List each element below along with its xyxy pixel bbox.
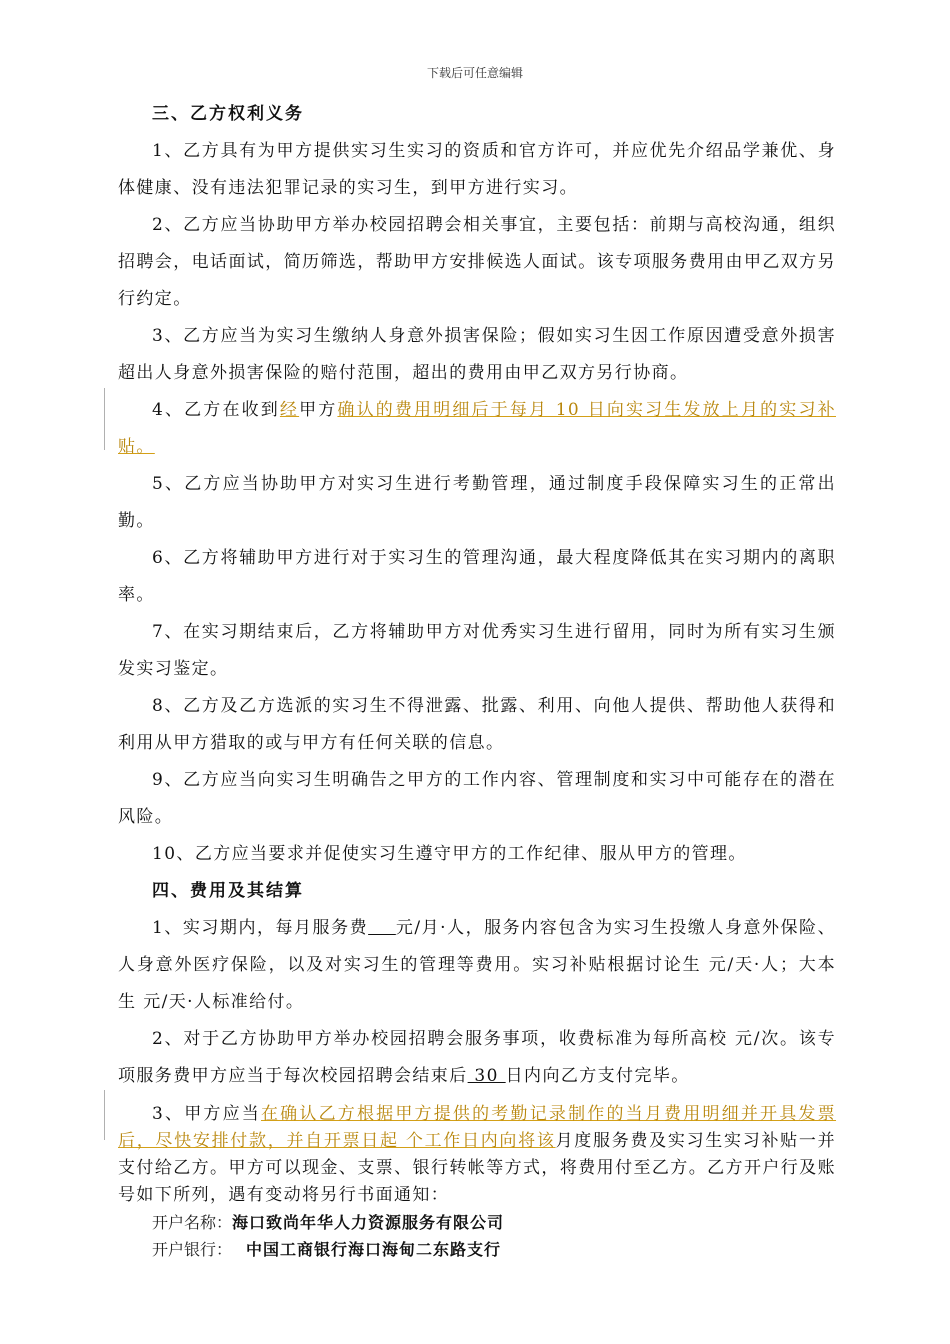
clause-3-4 xyxy=(118,392,836,466)
clause-text: 元/月·人，服务内容包含为实习生投缴人身意外保险、人身意外医疗保险，以及对实习生的管理等费用。实习补贴根据讨论生 元/天·人；大本生 元/天·人标准给付。 xyxy=(118,918,836,1012)
clause-4-3 xyxy=(118,1101,836,1209)
document-body xyxy=(118,96,836,1263)
clause-3-9: 9、乙方应当向实习生明确告之甲方的工作内容、管理制度和实习中可能存在的潜在风险。 xyxy=(118,770,836,827)
clause-3-7: 7、在实习期结束后，乙方将辅助甲方对优秀实习生进行留用，同时为所有实习生颁发实习鉴定。 xyxy=(118,622,836,679)
tracked-insertion: 经 xyxy=(279,400,300,420)
clause-3-3: 3、乙方应当为实习生缴纳人身意外损害保险；假如实习生因工作原因遭受意外损害超出人身意外损害保险的赔付范围，超出的费用由甲乙双方另行协商。 xyxy=(118,326,836,383)
fee-blank xyxy=(368,918,396,938)
clause-4-1 xyxy=(118,910,836,1021)
account-name-label: 开户名称： xyxy=(152,1213,233,1232)
account-name-value: 海口致尚年华人力资源服务有限公司 xyxy=(232,1213,505,1232)
bank-value: 中国工商银行海口海甸二东路支行 xyxy=(246,1240,502,1259)
clause-text: 3、甲方应当 xyxy=(152,1104,261,1124)
clause-4-2 xyxy=(118,1021,836,1095)
clause-text: 4、乙方在收到 xyxy=(152,400,280,420)
clause-3-1: 1、乙方具有为甲方提供实习生实习的资质和官方许可，并应优先介绍品学兼优、身体健康、没有违法犯罪记录的实习生，到甲方进行实习。 xyxy=(118,141,836,198)
clause-3-5: 5、乙方应当协助甲方对实习生进行考勤管理，通过制度手段保障实习生的正常出勤。 xyxy=(118,474,836,531)
tracked-insertion: 在确认乙方根据甲方提供的考勤记录制作的当月费用明细并开具发票后，尽快安排付款，并自开票日起 个工作日内向将该 xyxy=(118,1104,837,1151)
clause-3-8: 8、乙方及乙方选派的实习生不得泄露、批露、利用、向他人提供、帮助他人获得和利用从甲方猎取的或与甲方有任何关联的信息。 xyxy=(118,696,836,753)
clause-3-6: 6、乙方将辅助甲方进行对于实习生的管理沟通，最大程度降低其在实习期内的离职率。 xyxy=(118,548,836,605)
clause-text: 2、对于乙方协助甲方举办校园招聘会服务事项，收费标准为每所高校 元/次。该专项服务费甲方应当于每次校园招聘会结束后 xyxy=(118,1029,836,1086)
clause-3-2: 2、乙方应当协助甲方举办校园招聘会相关事宜，主要包括：前期与高校沟通，组织招聘会，电话面试，简历筛选，帮助甲方安排候选人面试。该专项服务费用由甲乙双方另行约定。 xyxy=(118,215,836,309)
clause-text: 甲方 xyxy=(299,400,338,420)
tracked-insertion: 确认的费用明细后于每月 10 日向实习生发放上月的实习补贴。 xyxy=(118,400,836,457)
section-4-title: 四、费用及其结算 xyxy=(152,881,304,901)
change-bar xyxy=(104,388,105,450)
clause-text: 1、实习期内，每月服务费 xyxy=(152,918,369,938)
bank-line xyxy=(118,1236,836,1263)
bank-label: 开户银行： xyxy=(152,1240,233,1259)
days-value: 30 xyxy=(467,1066,506,1086)
change-bar xyxy=(104,1090,105,1140)
clause-text: 月度服务费及实习生实习补贴一并支付给乙方。甲方可以现金、支票、银行转帐等方式，将费用付至乙方。乙方开户行及账号如下所列，遇有变动将另行书面通知： xyxy=(118,1131,836,1205)
section-3-title: 三、乙方权利义务 xyxy=(152,104,304,124)
header-note: 下载后可任意编辑 xyxy=(426,66,523,80)
account-name-line xyxy=(118,1209,836,1236)
clause-text: 日内向乙方支付完毕。 xyxy=(505,1066,690,1086)
clause-3-10: 10、乙方应当要求并促使实习生遵守甲方的工作纪律、服从甲方的管理。 xyxy=(152,844,747,864)
